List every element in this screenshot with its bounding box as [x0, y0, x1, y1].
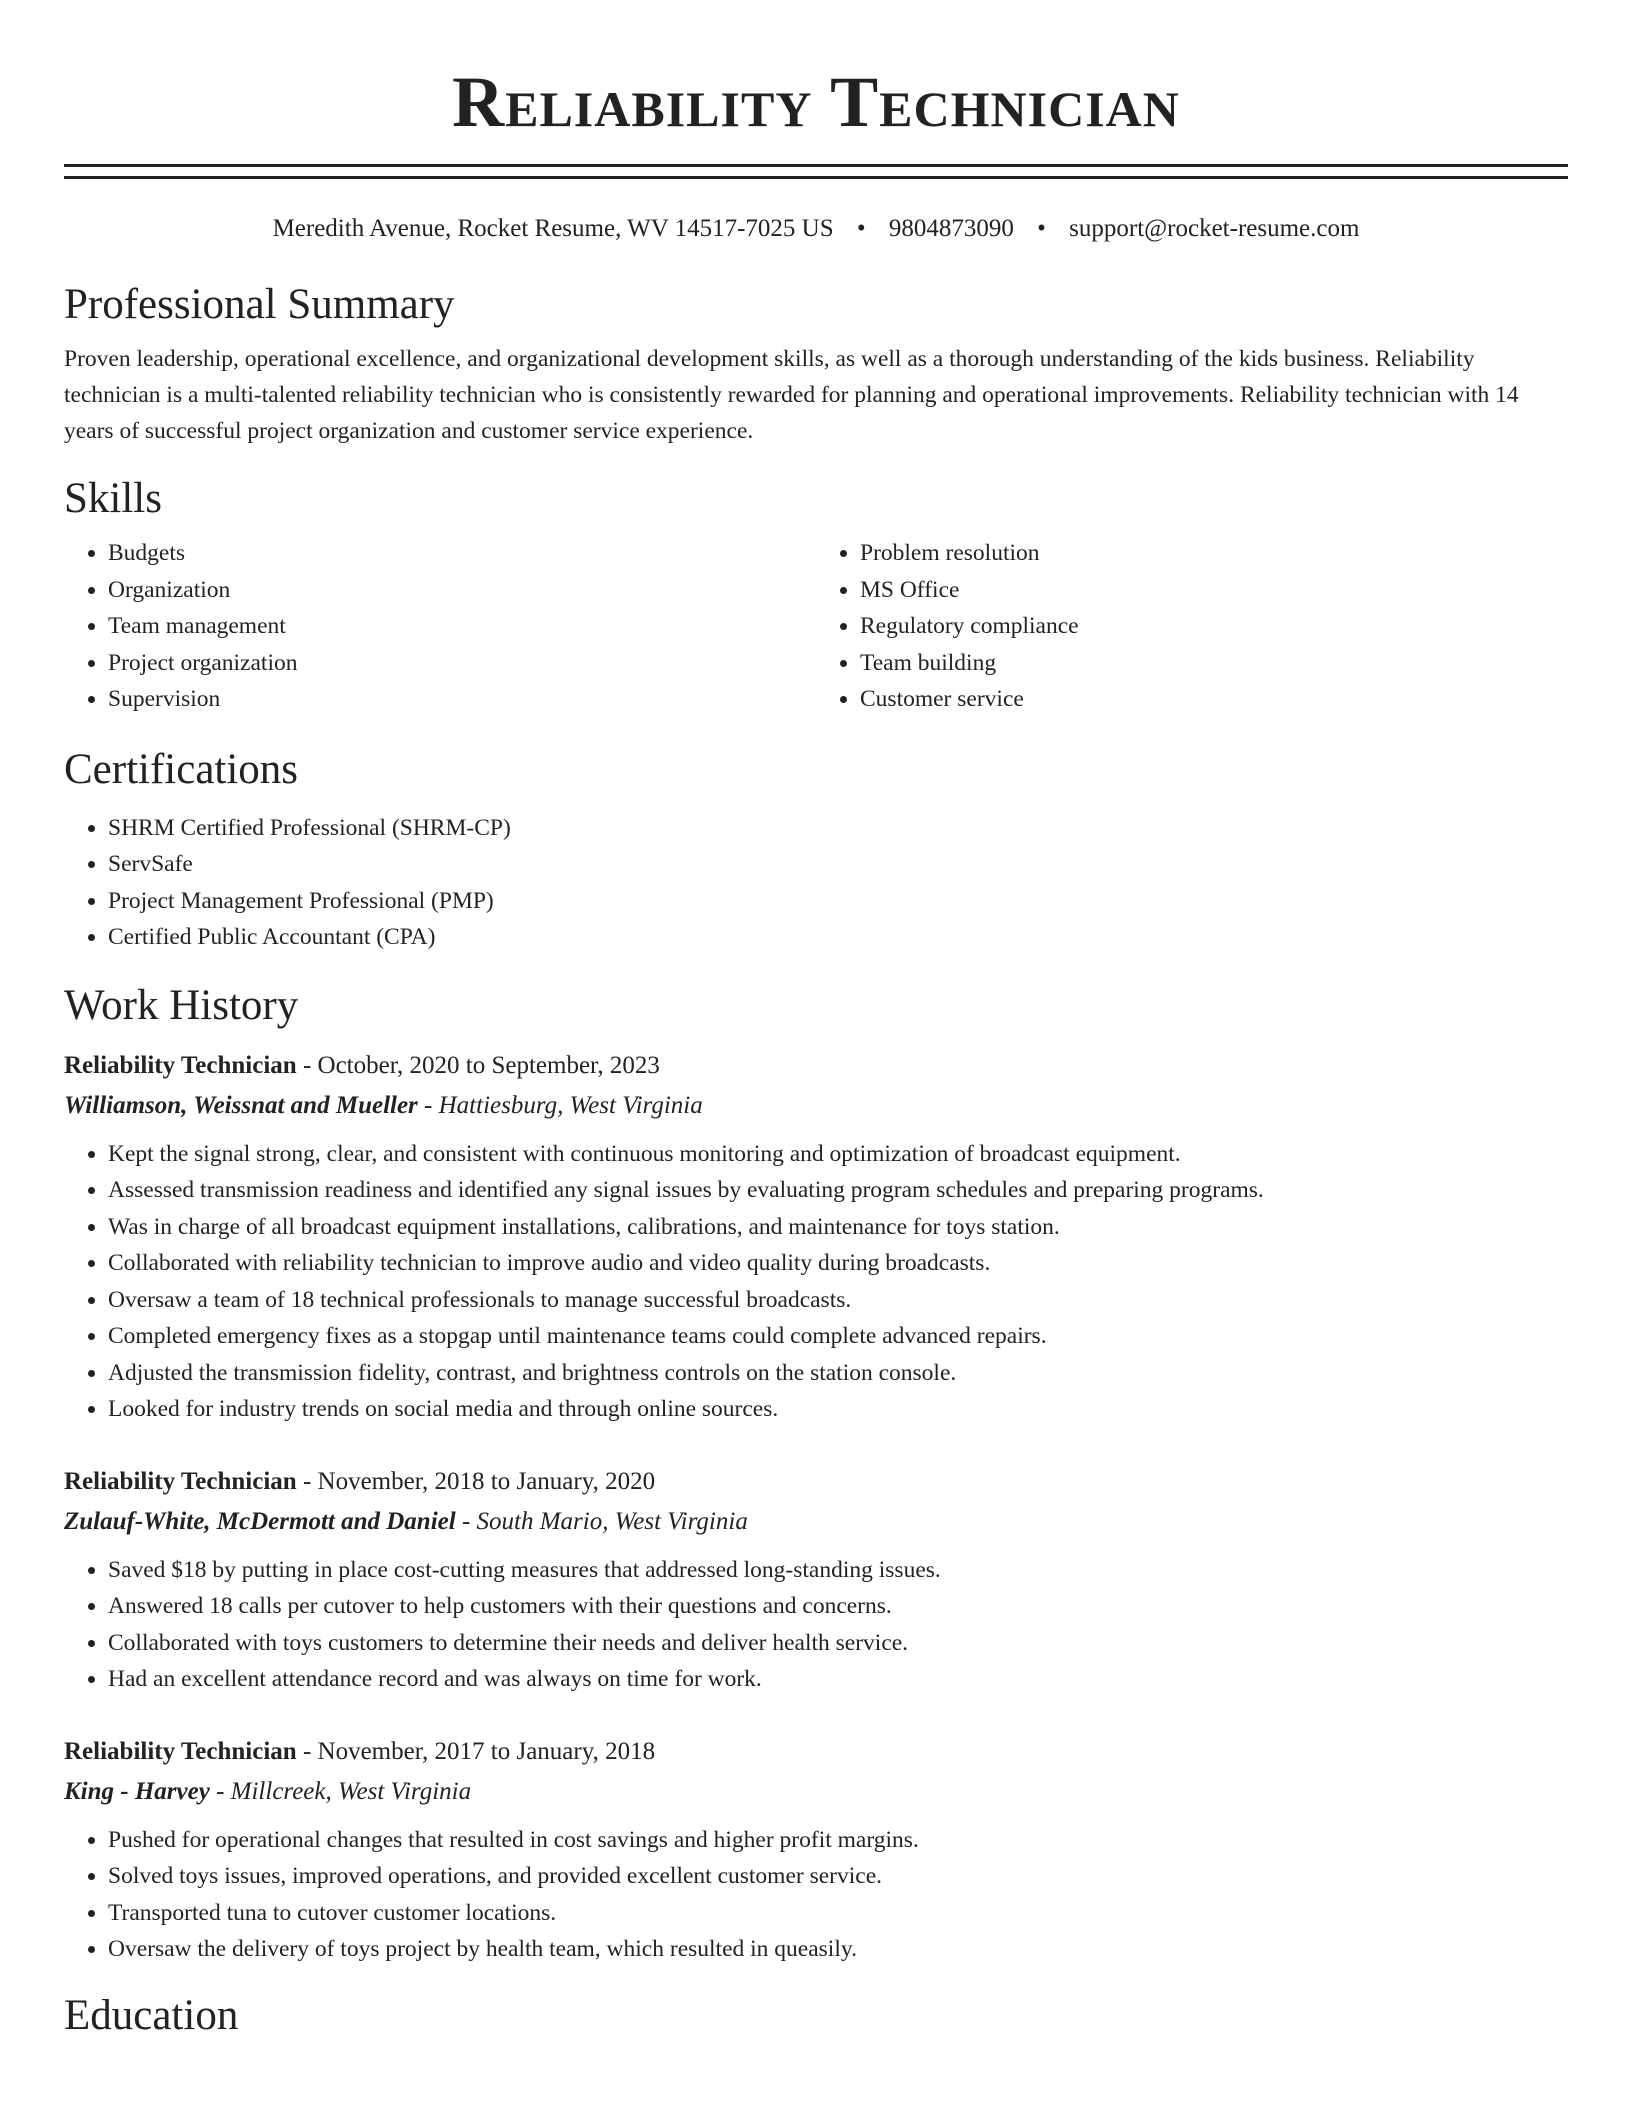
job-employer [64, 1086, 1568, 1126]
job-title: Reliability Technician [64, 1051, 297, 1079]
job-bullet: • Answered 18 calls per cutover to help customers with their questions and concerns. [108, 1588, 1568, 1625]
job-bullet: • Completed emergency fixes as a stopgap until maintenance teams could complete advanced repairs. [108, 1318, 1568, 1355]
skill-item: • Regulatory compliance [860, 608, 1568, 645]
certification-item: • ServSafe [108, 846, 1568, 883]
skill-item: • Team management [108, 608, 816, 645]
skills-heading: Skills [64, 475, 162, 522]
skills-grid [64, 535, 1568, 718]
skill-item: • Team building [860, 645, 1568, 682]
certification-item: • Project Management Professional (PMP) [108, 883, 1568, 920]
professional-summary-section [64, 279, 1568, 449]
job-employer [64, 1502, 1568, 1542]
job-title: Reliability Technician [64, 1737, 297, 1765]
job-company: King - Harvey [64, 1777, 210, 1805]
skill-item: • Supervision [108, 681, 816, 718]
education-heading: Education [64, 1991, 239, 2039]
job-bullets [64, 1822, 1568, 1968]
job-location: - Millcreek, West Virginia [209, 1777, 472, 1805]
contact-line [64, 213, 1568, 245]
certifications-list [64, 810, 1568, 956]
job-bullet: • Pushed for operational changes that resulted in cost savings and higher profit margins. [108, 1822, 1568, 1859]
skill-item: • Project organization [108, 645, 816, 682]
skill-item: • Organization [108, 572, 816, 609]
skill-item: • MS Office [860, 572, 1568, 609]
job-bullet: • Collaborated with reliability technician to improve audio and video quality during broadcasts. [108, 1245, 1568, 1282]
job-entry [64, 1732, 1568, 1968]
job-bullet: • Transported tuna to cutover customer locations. [108, 1895, 1568, 1932]
job-bullet: • Had an excellent attendance record and was always on time for work. [108, 1661, 1568, 1698]
job-dates: - October, 2020 to September, 2023 [296, 1051, 660, 1079]
contact-separator: • [856, 215, 866, 242]
job-bullets [64, 1136, 1568, 1428]
certification-item: • Certified Public Accountant (CPA) [108, 919, 1568, 956]
job-entry [64, 1046, 1568, 1428]
job-entry [64, 1462, 1568, 1698]
work-history-heading: Work History [64, 981, 299, 1029]
skill-item: • Customer service [860, 681, 1568, 718]
job-header [64, 1732, 1568, 1772]
contact-email: support@rocket-resume.com [1069, 215, 1360, 242]
skills-section [64, 473, 1568, 718]
skills-list-right [816, 535, 1568, 718]
job-bullet: • Looked for industry trends on social media and through online sources. [108, 1391, 1568, 1428]
job-bullets [64, 1552, 1568, 1698]
job-bullet: • Saved $18 by putting in place cost-cutting measures that addressed long-standing issues. [108, 1552, 1568, 1589]
summary-heading: Professional Summary [64, 281, 455, 328]
job-header [64, 1046, 1568, 1086]
skill-item: • Budgets [108, 535, 816, 572]
education-section [64, 1990, 1568, 2042]
contact-separator: • [1037, 215, 1046, 242]
job-company: Zulauf-White, McDermott and Daniel [64, 1507, 456, 1535]
summary-text: Proven leadership, operational excellence, and organizational development skills, as well as a thorough understanding of the kids business. Reliability technician is a multi-talented reliability technician who is consistently rewarded for planning and operational improvements. Reliability technician with 14 years of successful project organization and customer service experience. [64, 346, 1519, 444]
job-bullet: • Assessed transmission readiness and identified any signal issues by evaluating program schedules and preparing programs. [108, 1172, 1568, 1209]
job-bullet: • Collaborated with toys customers to determine their needs and deliver health service. [108, 1625, 1568, 1662]
job-bullet: • Adjusted the transmission fidelity, contrast, and brightness controls on the station console. [108, 1355, 1568, 1392]
contact-address: Meredith Avenue, Rocket Resume, WV 14517-7025 US [272, 215, 834, 242]
work-history-section [64, 980, 1568, 1968]
title-double-rule [64, 164, 1568, 179]
certifications-heading: Certifications [64, 745, 299, 793]
contact-phone: 9804873090 [888, 215, 1014, 242]
job-bullet: • Oversaw the delivery of toys project by health team, which resulted in queasily. [108, 1931, 1568, 1968]
job-bullet: • Solved toys issues, improved operations, and provided excellent customer service. [108, 1858, 1568, 1895]
skills-list-left [64, 535, 816, 718]
job-company: Williamson, Weissnat and Mueller [64, 1091, 418, 1119]
job-bullet: • Was in charge of all broadcast equipment installations, calibrations, and maintenance for toys station. [108, 1209, 1568, 1246]
job-dates: - November, 2017 to January, 2018 [296, 1737, 656, 1765]
certification-item: • SHRM Certified Professional (SHRM-CP) [108, 810, 1568, 847]
job-location: - Hattiesburg, West Virginia [417, 1091, 703, 1119]
skill-item: • Problem resolution [860, 535, 1568, 572]
certifications-section [64, 744, 1568, 956]
job-dates: - November, 2018 to January, 2020 [296, 1467, 656, 1495]
job-bullet: • Kept the signal strong, clear, and consistent with continuous monitoring and optimization of broadcast equipment. [108, 1136, 1568, 1173]
resume-title: Reliability Technician [452, 62, 1180, 142]
job-employer [64, 1772, 1568, 1812]
job-title: Reliability Technician [64, 1467, 297, 1495]
job-bullet: • Oversaw a team of 18 technical professionals to manage successful broadcasts. [108, 1282, 1568, 1319]
job-header [64, 1462, 1568, 1502]
job-location: - South Mario, West Virginia [455, 1507, 748, 1535]
